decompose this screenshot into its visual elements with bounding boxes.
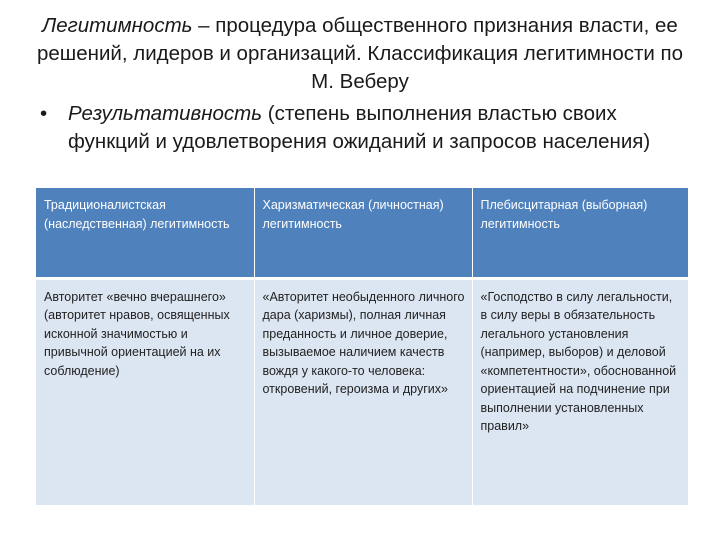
cell-charismatic: «Авторитет необыденного личного дара (харизмы), полная личная преданность и личное доверие, вызываемое наличием качеств вождя у какого-то человека: откровений, героизма и других» bbox=[254, 278, 472, 505]
bullet-item bbox=[40, 100, 680, 156]
header-charismatic: Харизматическая (личностная) легитимность bbox=[254, 188, 472, 278]
cell-traditional: Авторитет «вечно вчерашнего» (авторитет нравов, освященных исконной значимостью и привычной ориентацией на их соблюдение) bbox=[36, 278, 254, 505]
legitimacy-table bbox=[36, 188, 688, 505]
bullet-text bbox=[68, 100, 680, 156]
heading-definition: – процедура общественного признания власти, ее решений, лидеров и организаций. Классификация легитимности по М. Веберу bbox=[36, 14, 684, 93]
cell-plebiscitary: «Господство в силу легальности, в силу веры в обязательность легального установления (например, выборов) и деловой «компетентности», обоснованной ориентацией на подчинение при выполнении установленных правил» bbox=[472, 278, 688, 505]
header-plebiscitary: Плебисцитарная (выборная) легитимность bbox=[472, 188, 688, 278]
slide-heading bbox=[30, 12, 690, 96]
heading-term: Легитимность bbox=[42, 14, 193, 37]
header-traditional: Традиционалистская (наследственная) легитимность bbox=[36, 188, 254, 278]
bullet-dot: • bbox=[40, 102, 48, 125]
bullet-term: Результативность bbox=[68, 102, 263, 125]
table-header-row bbox=[36, 188, 688, 278]
table-row bbox=[36, 278, 688, 505]
bullet-description: (степень выполнения властью своих функций и удовлетворения ожиданий и запросов населения) bbox=[68, 102, 651, 153]
